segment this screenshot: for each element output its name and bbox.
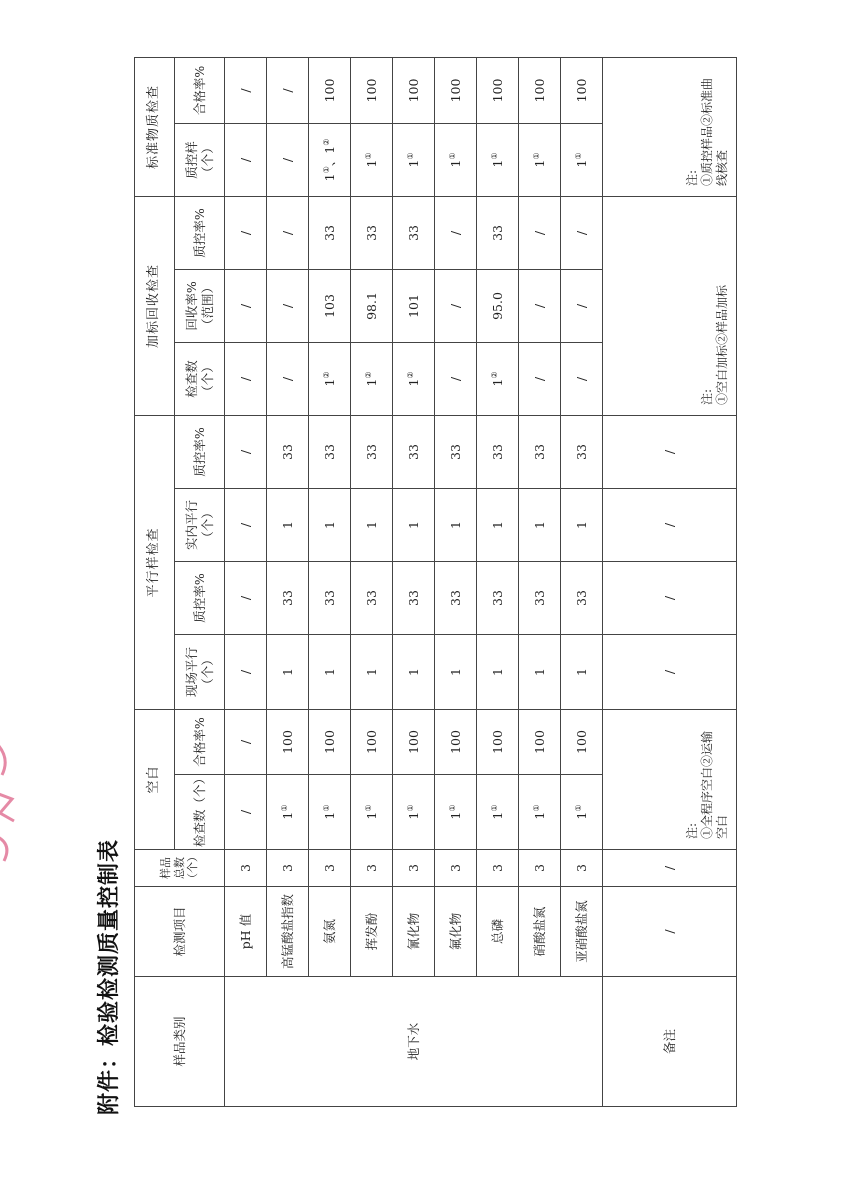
recovery-cell [267,269,309,342]
spike-count-cell [561,342,603,415]
qc-sample-cell-value: 1 [489,159,505,168]
blank-pass-cell [519,709,561,774]
blank-count-cell [351,775,393,850]
recovery-cell [393,269,435,342]
field-qc-cell [267,561,309,634]
qc-sample-cell [225,123,267,196]
qc-sample-cell-value: / [237,157,253,163]
lab-qc-cell [519,415,561,488]
table-row [561,57,603,1106]
spike-count-cell-value: / [573,376,589,382]
recovery-cell-value: / [573,303,589,309]
std-pass-cell [309,57,351,123]
blank-count-cell [561,775,603,850]
spike-qc-cell [267,196,309,269]
header-field-qc-rate: 质控率% [175,561,225,634]
std-pass-cell-value: / [237,88,253,93]
spike-qc-cell-value: 33 [363,225,379,241]
qc-sample-cell-note-mark: ① [321,166,331,174]
field-qc-cell-value: 33 [279,590,295,606]
lab-parallel-cell [477,488,519,561]
header-sample-category: 样品类别 [135,977,225,1107]
recovery-cell [309,269,351,342]
recovery-cell-value: 98.1 [363,292,379,320]
remarks-label: 备注 [603,977,737,1107]
std-pass-cell [435,57,477,123]
std-pass-cell-value: 100 [405,78,421,103]
field-parallel-cell-value: 1 [447,668,463,676]
field-qc-cell [393,561,435,634]
header-spike-recovery: 回收率%（范围） [175,269,225,342]
lab-qc-cell [435,415,477,488]
qc-sample-cell-value: 1 [405,159,421,168]
blank-count-cell [477,775,519,850]
header-sample-total: 样品总数（个） [135,850,225,887]
std-pass-cell [225,57,267,123]
lab-parallel-cell-value: 1 [447,521,463,529]
qc-sample-cell [351,123,393,196]
blank-count-cell-note-mark: ① [321,804,331,812]
field-qc-cell [351,561,393,634]
spike-note-head: 注: [700,388,714,405]
sample-total-cell [351,850,393,887]
header-test-item: 检测项目 [135,887,225,977]
qc-sample-cell-note-mark: ① [531,152,541,160]
remarks-lab-parallel: / [603,488,737,561]
sample-total-cell-value: 3 [573,864,589,872]
qc-sample-cell-value-2: 1 [321,145,337,154]
field-qc-cell [225,561,267,634]
spike-qc-cell [351,196,393,269]
field-parallel-cell-value: 1 [531,668,547,676]
spike-count-cell-note-mark: ② [489,371,499,379]
spike-count-cell [267,342,309,415]
qc-sample-cell-value: 1 [531,159,547,168]
qc-sample-cell [309,123,351,196]
sample-total-cell-value: 3 [279,864,295,872]
std-note-head: 注: [685,169,699,186]
spike-count-cell [519,342,561,415]
qc-sample-cell-note-mark-2: ② [321,138,331,146]
test-item-cell: 硝酸盐氮 [519,887,561,977]
spike-count-cell [393,342,435,415]
field-qc-cell-value: 33 [573,590,589,606]
blank-count-cell-note-mark: ① [279,804,289,812]
spike-qc-cell [561,196,603,269]
blank-count-cell [519,775,561,850]
qc-sample-cell-note-mark: ① [447,152,457,160]
spike-count-cell [435,342,477,415]
blank-count-cell-value: 1 [405,811,421,820]
field-qc-cell-value: 33 [363,590,379,606]
spike-qc-cell [435,196,477,269]
field-parallel-cell-value: 1 [321,668,337,676]
spike-count-cell-note-mark: ② [363,371,373,379]
sample-total-cell-value: 3 [447,864,463,872]
lab-parallel-cell [267,488,309,561]
std-pass-cell-value: 100 [447,78,463,103]
lab-parallel-cell [309,488,351,561]
lab-qc-cell-value: 33 [321,444,337,460]
field-parallel-cell-value: 1 [363,668,379,676]
header-blank-pass: 合格率% [175,709,225,774]
blank-note [603,709,737,849]
spike-count-cell [309,342,351,415]
header-spike: 加标回收检查 [135,196,175,415]
table-row [435,57,477,1106]
test-item-cell: 挥发酚 [351,887,393,977]
spike-count-cell-value: 1 [489,378,505,387]
field-qc-cell-value: 33 [531,590,547,606]
blank-count-cell-value: 1 [279,811,295,820]
field-parallel-cell [351,634,393,709]
blank-count-cell-note-mark: ① [405,804,415,812]
recovery-cell [225,269,267,342]
field-parallel-cell-value: 1 [405,668,421,676]
field-parallel-cell [435,634,477,709]
sample-total-cell [519,850,561,887]
field-parallel-cell [519,634,561,709]
qc-sample-cell [435,123,477,196]
test-item-cell: 氟化物 [435,887,477,977]
qc-sample-cell [477,123,519,196]
spike-qc-cell-value: / [237,230,253,236]
std-pass-cell [267,57,309,123]
std-note-text: ①质控样品②标准曲线核查 [700,77,729,186]
blank-count-cell-note-mark: ① [447,804,457,812]
qc-sample-cell-note-mark: ① [405,152,415,160]
table-row [225,57,267,1106]
header-parallel: 平行样检查 [135,415,175,709]
test-item-cell: 氰化物 [393,887,435,977]
recovery-cell [435,269,477,342]
spike-qc-cell-value: 33 [489,225,505,241]
blank-note-text: ①全程序空白②运输空白 [700,730,729,839]
header-blank: 空白 [135,709,175,849]
lab-qc-cell-value: 33 [447,444,463,460]
header-spike-count: 检查数（个） [175,342,225,415]
qc-sample-cell [519,123,561,196]
qc-sample-cell [267,123,309,196]
recovery-cell-value: 103 [321,294,337,318]
lab-parallel-cell [393,488,435,561]
sample-total-cell [477,850,519,887]
blank-pass-cell [351,709,393,774]
qc-sample-cell-value: 1 [573,159,589,168]
field-parallel-cell [477,634,519,709]
blank-pass-cell [435,709,477,774]
blank-pass-cell [561,709,603,774]
blank-note-head: 注: [685,822,699,839]
blank-pass-cell-value: 100 [489,730,505,754]
spike-count-cell-value: / [447,376,463,382]
sample-total-cell [225,850,267,887]
std-pass-cell-value: 100 [489,78,505,103]
spike-count-cell [351,342,393,415]
spike-qc-cell [225,196,267,269]
lab-qc-cell [561,415,603,488]
field-qc-cell [519,561,561,634]
blank-count-cell-value: 1 [447,811,463,820]
spike-qc-cell-value: / [573,230,589,236]
field-parallel-cell-value: / [237,669,253,675]
field-qc-cell-value: 33 [447,590,463,606]
sample-total-cell-value: 3 [237,864,253,872]
field-qc-cell [477,561,519,634]
sample-total-cell [309,850,351,887]
sample-total-cell [561,850,603,887]
recovery-cell [561,269,603,342]
spike-count-cell-value: / [237,376,253,382]
lab-qc-cell-value: 33 [279,444,295,460]
blank-pass-cell-value: 100 [321,730,337,754]
spike-note-text: ①空白加标②样品加标 [715,284,729,405]
qc-sample-cell-value: 1 [447,159,463,168]
blank-pass-cell-value: 100 [279,730,295,754]
sample-total-cell-value: 3 [321,864,337,872]
field-qc-cell [309,561,351,634]
field-parallel-cell [267,634,309,709]
sample-total-cell-value: 3 [405,864,421,872]
remarks-lab-qc: / [603,415,737,488]
header-std-pass: 合格率% [175,57,225,123]
lab-qc-cell-value: 33 [531,444,547,460]
table-row [351,57,393,1106]
lab-parallel-cell-value: 1 [279,521,295,529]
lab-qc-cell-value: / [237,449,253,455]
blank-pass-cell-value: 100 [573,730,589,754]
lab-qc-cell [393,415,435,488]
lab-parallel-cell [225,488,267,561]
qc-table [134,57,737,1107]
blank-count-cell-value: 1 [321,811,337,820]
blank-pass-cell-value: 100 [531,730,547,754]
blank-pass-cell [225,709,267,774]
sample-total-cell-value: 3 [531,864,547,872]
qc-sample-cell-value: 1 [321,173,337,182]
lab-parallel-cell-value: 1 [363,521,379,529]
table-row [309,57,351,1106]
remarks-total: / [603,850,737,887]
blank-count-cell-note-mark: ① [363,804,373,812]
blank-pass-cell-value: 100 [405,730,421,754]
sample-total-cell [435,850,477,887]
field-qc-cell [435,561,477,634]
remarks-field-qc: / [603,561,737,634]
header-lab-parallel: 实内平行（个） [175,488,225,561]
field-parallel-cell-value: 1 [573,668,589,676]
blank-count-cell-note-mark: ① [489,804,499,812]
table-row [267,57,309,1106]
spike-count-cell [225,342,267,415]
std-pass-cell [477,57,519,123]
header-field-parallel: 现场平行（个） [175,634,225,709]
recovery-cell-value: / [279,303,295,309]
lab-qc-cell-value: 33 [489,444,505,460]
recovery-cell [477,269,519,342]
spike-qc-cell-value: / [447,230,463,236]
field-qc-cell-value: 33 [405,590,421,606]
test-item-cell: 氨氮 [309,887,351,977]
recovery-cell-value: 101 [405,294,421,318]
std-pass-cell-value: / [279,88,295,93]
std-pass-cell-value: 100 [363,78,379,103]
lab-qc-cell [477,415,519,488]
header-blank-count: 检查数（个） [175,775,225,850]
std-note [603,57,737,196]
field-parallel-cell-value: 1 [279,668,295,676]
recovery-cell-value: / [447,303,463,309]
std-pass-cell [519,57,561,123]
lab-qc-cell [225,415,267,488]
std-pass-cell [561,57,603,123]
qc-sample-cell-note-mark: ① [489,152,499,160]
blank-pass-cell [477,709,519,774]
spike-qc-cell [309,196,351,269]
blank-count-cell-value: 1 [489,811,505,820]
spike-note [603,196,737,415]
field-parallel-cell [309,634,351,709]
lab-qc-cell [267,415,309,488]
qc-sample-cell-note-mark: ① [363,152,373,160]
sample-category-cell: 地下水 [225,977,603,1107]
qc-sample-cell-value: / [279,157,295,163]
spike-count-cell-note-mark: ② [321,371,331,379]
lab-qc-cell-value: 33 [573,444,589,460]
recovery-cell [351,269,393,342]
lab-parallel-cell-value: 1 [489,521,505,529]
sample-total-cell-value: 3 [489,864,505,872]
lab-qc-cell-value: 33 [363,444,379,460]
lab-qc-cell [351,415,393,488]
field-qc-cell-value: 33 [321,590,337,606]
lab-qc-cell-value: 33 [405,444,421,460]
blank-pass-cell-value: 100 [363,730,379,754]
sample-total-cell [393,850,435,887]
blank-count-cell-value: / [237,809,253,815]
field-parallel-cell-value: 1 [489,668,505,676]
blank-pass-cell [309,709,351,774]
header-std-qc-sample: 质控样（个） [175,123,225,196]
qc-sample-separator: 、 [321,153,337,167]
qc-sample-cell [393,123,435,196]
recovery-cell [519,269,561,342]
remarks-field-parallel: / [603,634,737,709]
blank-count-cell-note-mark: ① [573,804,583,812]
lab-parallel-cell-value: 1 [405,521,421,529]
field-parallel-cell [561,634,603,709]
remarks-item: / [603,887,737,977]
spike-count-cell-value: 1 [321,378,337,387]
spike-count-cell-value: 1 [405,378,421,387]
field-qc-cell-value: / [237,595,253,601]
blank-count-cell [225,775,267,850]
lab-parallel-cell [561,488,603,561]
blank-count-cell [393,775,435,850]
blank-pass-cell-value: 100 [447,730,463,754]
qc-sample-cell-note-mark: ① [573,152,583,160]
header-std: 标准物质检查 [135,57,175,196]
lab-parallel-cell-value: 1 [321,521,337,529]
std-pass-cell [351,57,393,123]
test-item-cell: 总磷 [477,887,519,977]
field-qc-cell [561,561,603,634]
std-pass-cell-value: 100 [573,78,589,103]
header-lab-qc-rate: 质控率% [175,415,225,488]
blank-count-cell [435,775,477,850]
spike-qc-cell-value: / [279,230,295,236]
blank-pass-cell-value: / [237,739,253,745]
blank-count-cell-value: 1 [363,811,379,820]
test-item-cell: 亚硝酸盐氮 [561,887,603,977]
spike-qc-cell [393,196,435,269]
std-pass-cell-value: 100 [531,78,547,103]
test-item-cell: 高锰酸盐指数 [267,887,309,977]
table-row [519,57,561,1106]
blank-count-cell [267,775,309,850]
recovery-cell-value: / [237,303,253,309]
sample-total-cell-value: 3 [363,864,379,872]
spike-count-cell [477,342,519,415]
blank-count-cell-note-mark: ① [531,804,541,812]
blank-pass-cell [393,709,435,774]
lab-parallel-cell-value: 1 [573,521,589,529]
test-item-cell: pH 值 [225,887,267,977]
lab-qc-cell [309,415,351,488]
field-parallel-cell [225,634,267,709]
blank-pass-cell [267,709,309,774]
lab-parallel-cell-value: 1 [531,521,547,529]
spike-count-cell-value: / [531,376,547,382]
table-row [477,57,519,1106]
spike-qc-cell [519,196,561,269]
spike-qc-cell-value: / [531,230,547,236]
spike-qc-cell-value: 33 [321,225,337,241]
spike-count-cell-value: / [279,376,295,382]
field-qc-cell-value: 33 [489,590,505,606]
recovery-cell-value: 95.0 [489,292,505,320]
spike-qc-cell-value: 33 [405,225,421,241]
spike-count-cell-value: 1 [363,378,379,387]
std-pass-cell [393,57,435,123]
spike-count-cell-note-mark: ② [405,371,415,379]
lab-parallel-cell [351,488,393,561]
lab-parallel-cell [519,488,561,561]
qc-sample-cell [561,123,603,196]
spike-qc-cell [477,196,519,269]
lab-parallel-cell-value: / [237,522,253,528]
lab-parallel-cell [435,488,477,561]
qc-sample-cell-value: 1 [363,159,379,168]
table-row [393,57,435,1106]
sample-total-cell [267,850,309,887]
field-parallel-cell [393,634,435,709]
header-spike-qc-rate: 质控率% [175,196,225,269]
recovery-cell-value: / [531,303,547,309]
blank-count-cell-value: 1 [531,811,547,820]
std-pass-cell-value: 100 [321,78,337,103]
blank-count-cell-value: 1 [573,811,589,820]
page-title: 附件：检验检测质量控制表 [97,838,122,1115]
blank-count-cell [309,775,351,850]
